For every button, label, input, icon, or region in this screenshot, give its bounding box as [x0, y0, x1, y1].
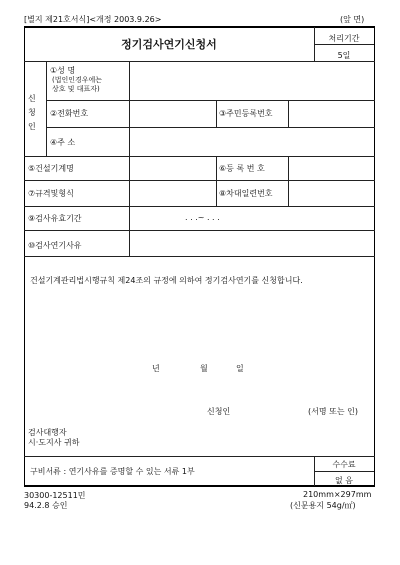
processing-period-value: 5일 — [337, 51, 351, 60]
sign-note[interactable]: (서명 또는 인) — [308, 407, 358, 416]
footer-code: 30300-12511민 — [24, 491, 86, 500]
footer-size: 210mm×297mm — [303, 490, 372, 499]
applicant-signature-label: 신청인 — [207, 407, 231, 416]
date-day: 일 — [236, 364, 244, 373]
reason-field[interactable] — [133, 234, 371, 252]
resident-no-field[interactable] — [291, 103, 371, 123]
validity-label: ⑨검사유효기간 — [28, 214, 82, 223]
side-label: (앞 면) — [340, 15, 365, 24]
name-label: ①성 명 — [50, 66, 76, 75]
page-title: 정기검사연기신청서 — [121, 38, 217, 51]
address-label: ④주 소 — [50, 138, 76, 147]
address-field[interactable] — [133, 131, 371, 151]
phone-label: ②전화번호 — [50, 109, 89, 118]
statement-text: 건설기계관리법시행규칙 제24조의 규정에 의하여 정기검사연기를 신청합니다. — [30, 276, 303, 285]
applicant-label-1: 신 — [28, 94, 36, 103]
spec-field[interactable] — [133, 184, 213, 202]
date-year: 년 — [152, 364, 160, 373]
fee-label: 수수료 — [332, 460, 356, 469]
reason-label: ⑩검사연기사유 — [28, 241, 82, 250]
reg-no-label: ⑥등 록 번 호 — [219, 164, 265, 173]
reg-no-field[interactable] — [291, 160, 371, 176]
spec-label: ⑦규격및형식 — [28, 189, 74, 198]
applicant-label-2: 청 — [28, 108, 36, 117]
attachments-text: 구비서류 : 연기사유를 증명할 수 있는 서류 1부 — [30, 467, 195, 476]
date-month: 월 — [200, 364, 208, 373]
machine-type-label: ⑤건설기계명 — [28, 164, 74, 173]
applicant-label-3: 인 — [28, 122, 36, 131]
fee-value: 없 음 — [335, 476, 353, 485]
phone-field[interactable] — [133, 103, 213, 123]
form-number: [별지 제21호서식]<개정 2003.9.26> — [24, 15, 162, 24]
machine-type-field[interactable] — [133, 160, 213, 176]
chassis-label: ⑧차대일련번호 — [219, 189, 273, 198]
resident-no-label: ③주민등록번호 — [219, 109, 273, 118]
validity-value[interactable]: . . .~ . . . — [185, 213, 220, 222]
processing-period-label: 처리기간 — [328, 34, 360, 43]
footer-paper: (신문용지 54g/㎡) — [290, 501, 356, 510]
footer-approval: 94.2.8 승인 — [24, 501, 68, 510]
name-sub-1: (법인인경우에는 — [52, 76, 103, 84]
recipient-line-2: 시·도지사 귀하 — [28, 438, 80, 447]
name-sub-2: 상호 및 대표자) — [52, 85, 100, 93]
chassis-field[interactable] — [291, 184, 371, 202]
name-field[interactable] — [133, 65, 371, 95]
recipient-line-1: 검사대행자 — [28, 428, 67, 437]
